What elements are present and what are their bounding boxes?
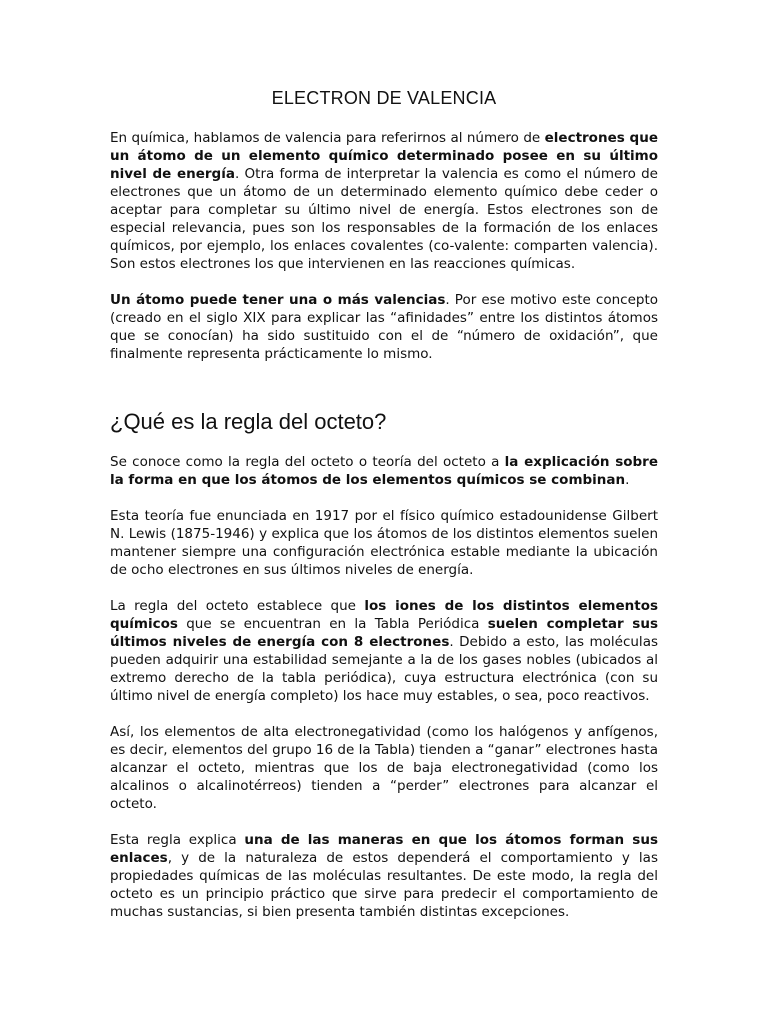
paragraph-bond-formation <box>110 831 658 921</box>
text-run: Esta teoría fue enunciada en 1917 por el físico químico estadounidense Gilbert N. Lewis (1875-1946) y explica que los átomos de los distintos elementos suelen mantener siempre una configuración electrónica estable mediante la ubicación de ocho electrones en sus últimos niveles de energía. <box>110 508 658 578</box>
text-run: . Por ese motivo este concepto (creado en el siglo XIX para explicar las “afinidades” entre los distintos átomos que se conocían) ha sido sustituido con el de “número de oxidación”, que finalmente representa prácticamente lo mismo. <box>110 292 658 362</box>
paragraph-electronegativity <box>110 723 658 813</box>
text-run: La regla del octeto establece que <box>110 598 365 614</box>
section-heading-octet-rule: ¿Qué es la regla del octeto? <box>110 409 387 434</box>
bold-run: electrones que un átomo de un elemento químico determinado posee en su último nivel de energía <box>110 130 658 182</box>
bold-run: la explicación sobre la forma en que los átomos de los elementos químicos se combinan <box>110 454 658 488</box>
paragraph-octet-definition <box>110 453 658 489</box>
text-run: En química, hablamos de valencia para referirnos al número de <box>110 130 545 146</box>
bold-run: suelen completar sus últimos niveles de energía con 8 electrones <box>110 616 658 650</box>
text-run: que se encuentran en la Tabla Periódica <box>177 616 488 632</box>
document-title: ELECTRON DE VALENCIA <box>271 88 497 108</box>
document-page <box>110 88 658 939</box>
text-run: Se conoce como la regla del octeto o teoría del octeto a <box>110 454 505 470</box>
bold-run: los iones de los distintos elementos químicos <box>110 598 659 632</box>
text-run: . Debido a esto, las moléculas pueden adquirir una estabilidad semejante a la de los gases nobles (ubicados al extremo derecho de la tabla periódica), cuya estructura electrónica (con su último nivel de energía completo) los hace muy estables, o sea, poco reactivos. <box>110 634 658 704</box>
paragraph-lewis-theory <box>110 507 658 579</box>
bold-run: una de las maneras en que los átomos forman sus enlaces <box>110 832 658 866</box>
bold-run: Un átomo puede tener una o más valencias <box>110 292 446 308</box>
paragraph-valencia-definition <box>110 129 658 273</box>
text-run: . Otra forma de interpretar la valencia es como el número de electrones que un átomo de un determinado elemento químico debe ceder o aceptar para completar su último nivel de energía. Estos electrones son de especial relevancia, pues son los responsables de la formación de los enlaces químicos, por ejemplo, los enlaces covalentes (co-valente: comparten valencia). Son estos electrones los que intervienen en las reacciones químicas. <box>110 166 658 272</box>
text-run: Así, los elementos de alta electronegatividad (como los halógenos y anfígenos, es decir, elementos del grupo 16 de la Tabla) tienden a “ganar” electrones hasta alcanzar el octeto, mientras que los de baja electronegatividad (como los alcalinos o alcalinotérreos) tienden a “perder” electrones para alcanzar el octeto. <box>110 724 658 812</box>
paragraph-multiple-valences <box>110 291 658 363</box>
text-run: Esta regla explica <box>110 832 245 848</box>
text-run: . <box>625 472 630 488</box>
paragraph-octet-rule-ions <box>110 597 658 705</box>
text-run: , y de la naturaleza de estos dependerá el comportamiento y las propiedades químicas de las moléculas resultantes. De este modo, la regla del octeto es un principio práctico que sirve para predecir el comportamiento de muchas sustancias, si bien presenta también distintas excepciones. <box>110 850 658 920</box>
